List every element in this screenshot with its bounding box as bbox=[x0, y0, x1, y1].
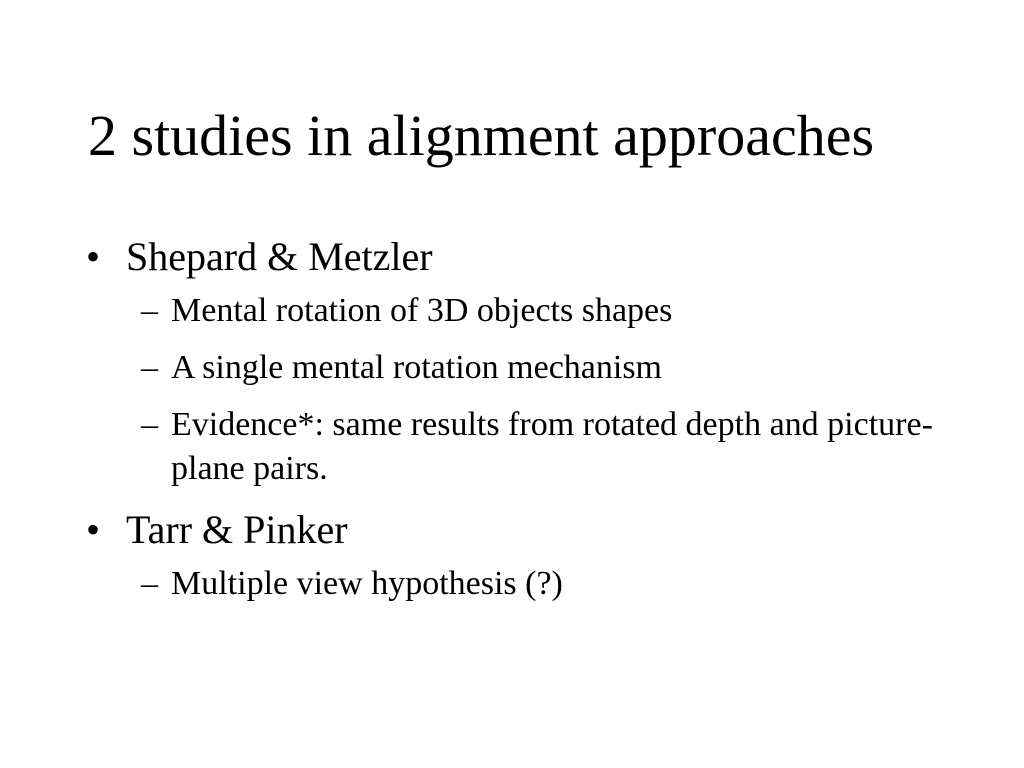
sub-bullet-text: A single mental rotation mechanism bbox=[171, 349, 663, 386]
bullet-marker: • bbox=[86, 507, 101, 552]
bullet-list bbox=[86, 231, 966, 619]
dash-marker: – bbox=[141, 292, 158, 329]
sub-bullet-item bbox=[126, 403, 966, 491]
bullet-marker: • bbox=[86, 234, 101, 279]
dash-marker: – bbox=[141, 406, 158, 443]
bullet-text: Tarr & Pinker bbox=[126, 507, 348, 552]
bullet-text: Shepard & Metzler bbox=[126, 234, 433, 279]
sub-bullet-list bbox=[126, 289, 966, 491]
sub-bullet-item bbox=[126, 346, 966, 390]
slide-title: 2 studies in alignment approaches bbox=[88, 103, 875, 168]
sub-bullet-text: Evidence*: same results from rotated depth and picture-plane pairs. bbox=[171, 406, 933, 487]
sub-bullet-item bbox=[126, 289, 966, 333]
bullet-item-tarr-pinker bbox=[86, 504, 966, 606]
sub-bullet-item bbox=[126, 562, 966, 606]
dash-marker: – bbox=[141, 349, 158, 386]
sub-bullet-text: Mental rotation of 3D objects shapes bbox=[171, 292, 673, 329]
sub-bullet-text: Multiple view hypothesis (?) bbox=[171, 565, 563, 602]
dash-marker: – bbox=[141, 565, 158, 602]
bullet-item-shepard-metzler bbox=[86, 231, 966, 491]
sub-bullet-list bbox=[126, 562, 966, 606]
